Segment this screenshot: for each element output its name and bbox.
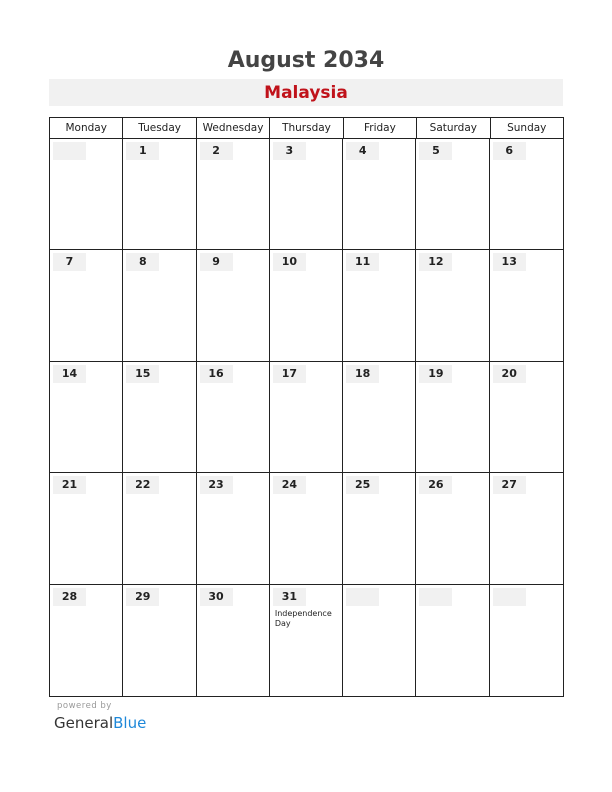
day-cell [50, 250, 123, 361]
date-number: 13 [493, 253, 526, 271]
date-number [493, 588, 526, 606]
day-cell [197, 139, 270, 250]
day-cell [197, 585, 270, 696]
weekday-thursday: Thursday [270, 118, 343, 138]
day-cell [270, 250, 343, 361]
date-number: 25 [346, 476, 379, 494]
day-cell [197, 250, 270, 361]
day-cell [197, 473, 270, 584]
date-number: 16 [200, 365, 233, 383]
date-number [53, 142, 86, 160]
date-number: 17 [273, 365, 306, 383]
date-number: 31 [273, 588, 306, 606]
brand-general-text: General [54, 714, 114, 732]
powered-by-label: powered by [57, 701, 112, 711]
day-cell [343, 473, 416, 584]
day-cell [490, 585, 563, 696]
day-cell [490, 473, 563, 584]
country-name: Malaysia [264, 83, 348, 103]
holiday-label: Independence Day [274, 608, 332, 628]
date-number: 20 [493, 365, 526, 383]
date-number: 18 [346, 365, 379, 383]
day-cell [343, 362, 416, 473]
day-cell [50, 473, 123, 584]
day-cell [123, 473, 196, 584]
date-number: 3 [273, 142, 306, 160]
weekday-wednesday: Wednesday [197, 118, 270, 138]
day-cell [343, 250, 416, 361]
country-bar [49, 79, 563, 106]
date-number: 23 [200, 476, 233, 494]
weekday-header [50, 118, 563, 139]
date-number: 22 [126, 476, 159, 494]
day-cell [343, 585, 416, 696]
day-cell [490, 362, 563, 473]
date-number: 1 [126, 142, 159, 160]
date-number: 14 [53, 365, 86, 383]
weekday-tuesday: Tuesday [123, 118, 196, 138]
date-number: 21 [53, 476, 86, 494]
day-cell [270, 473, 343, 584]
day-cell [50, 585, 123, 696]
day-cell [270, 139, 343, 250]
date-number: 10 [273, 253, 306, 271]
day-cell [50, 139, 123, 250]
date-number: 26 [419, 476, 452, 494]
date-number: 5 [419, 142, 452, 160]
day-cell [416, 473, 489, 584]
date-number: 30 [200, 588, 233, 606]
day-cell [490, 139, 563, 250]
day-cell [270, 585, 343, 696]
day-cell [50, 362, 123, 473]
brand-logo[interactable] [54, 713, 146, 733]
calendar-title: August 2034 [227, 48, 385, 73]
date-number: 24 [273, 476, 306, 494]
day-cell [416, 250, 489, 361]
day-cell [416, 139, 489, 250]
date-number: 12 [419, 253, 452, 271]
date-number [346, 588, 379, 606]
day-cell [270, 362, 343, 473]
day-cell [490, 250, 563, 361]
date-number: 6 [493, 142, 526, 160]
date-number: 2 [200, 142, 233, 160]
weekday-friday: Friday [344, 118, 417, 138]
date-number: 28 [53, 588, 86, 606]
day-cell [123, 362, 196, 473]
day-cell [197, 362, 270, 473]
day-cell [123, 250, 196, 361]
date-number: 15 [126, 365, 159, 383]
date-number: 7 [53, 253, 86, 271]
weekday-monday: Monday [50, 118, 123, 138]
day-cell [123, 585, 196, 696]
calendar-grid [49, 117, 564, 697]
date-number: 19 [419, 365, 452, 383]
date-number: 9 [200, 253, 233, 271]
date-number: 8 [126, 253, 159, 271]
date-number: 11 [346, 253, 379, 271]
date-number: 27 [493, 476, 526, 494]
day-cell [416, 362, 489, 473]
date-number [419, 588, 452, 606]
weekday-sunday: Sunday [507, 122, 547, 134]
weekday-saturday: Saturday [417, 118, 490, 138]
days-grid [50, 139, 563, 696]
date-number: 4 [346, 142, 379, 160]
day-cell [416, 585, 489, 696]
day-cell [343, 139, 416, 250]
brand-blue-text: Blue [113, 714, 147, 732]
date-number: 29 [126, 588, 159, 606]
day-cell [123, 139, 196, 250]
